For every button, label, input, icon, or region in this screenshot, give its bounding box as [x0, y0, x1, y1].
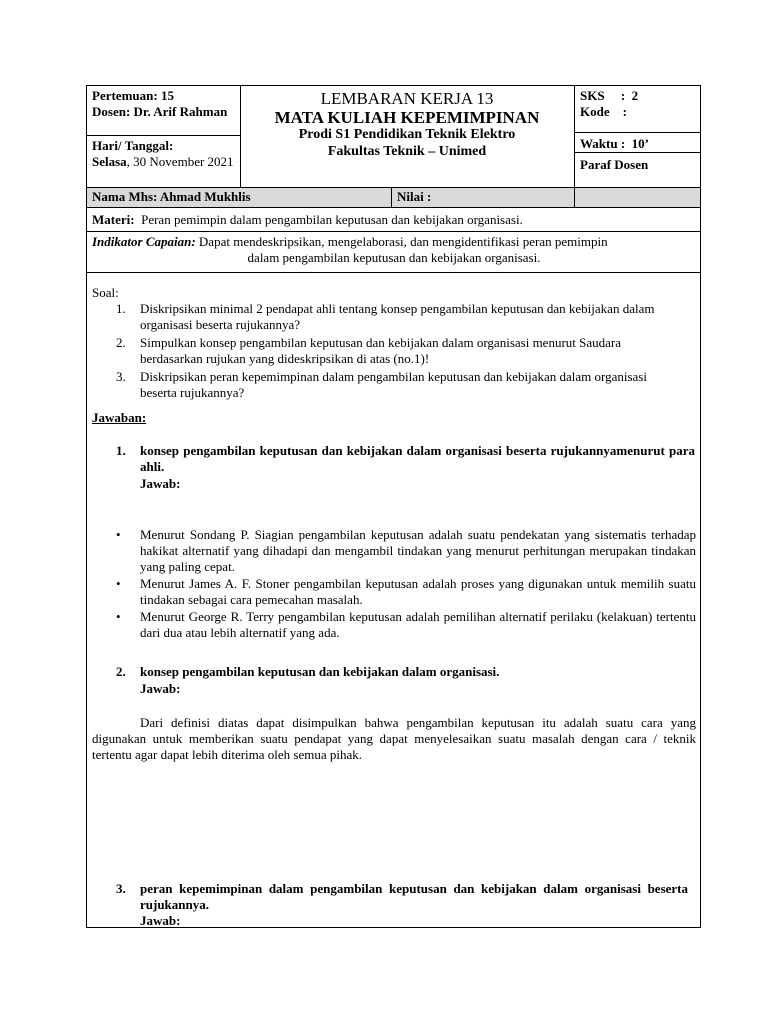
divider	[86, 207, 701, 208]
bullet-text: Menurut James A. F. Stoner pengambilan keputusan adalah proses yang digunakan untuk memilih suatu tindakan sebagai cara pemecahan masalah.	[140, 576, 696, 607]
answer-3-title: peran kepemimpinan dalam pengambilan keputusan dan kebijakan dalam organisasi beserta rujukannya.	[140, 881, 688, 912]
jawaban-label: Jawaban:	[92, 410, 147, 425]
student-name: Nama Mhs: Ahmad Mukhlis	[92, 189, 251, 204]
answer-1-bullets	[116, 527, 696, 641]
answer-1-title: konsep pengambilan keputusan dan kebijakan dalam organisasi beserta rujukannyamenurut para ahli.	[140, 443, 695, 474]
bullet-icon: •	[116, 527, 121, 542]
indikator-label: Indikator Capaian:	[92, 234, 196, 249]
divider	[574, 132, 701, 133]
bullet-text: Menurut Sondang P. Siagian pengambilan keputusan adalah suatu pendekatan yang sistematis terhadap hakikat alternatif yang dihadapi dan mengambil tindakan yang menurut perhitungan merupakan tindakan yang paling cepat.	[140, 527, 696, 574]
divider	[574, 152, 701, 153]
answer-3-jawab: Jawab:	[140, 913, 181, 928]
soal-item	[116, 369, 686, 401]
kode-label: Kode :	[580, 104, 627, 119]
bullet-item	[116, 609, 696, 641]
divider	[86, 187, 701, 188]
soal-item	[116, 335, 686, 367]
answer-2-title: konsep pengambilan keputusan dan kebijakan dalam organisasi.	[140, 664, 500, 679]
dosen-label: Dosen: Dr. Arif Rahman	[92, 104, 228, 119]
worksheet-title: LEMBARAN KERJA 13	[320, 89, 494, 108]
soal-label: Soal:	[92, 285, 119, 300]
soal-item-text: Diskripsikan peran kepemimpinan dalam pengambilan keputusan dan kebijakan dalam organisasi beserta rujukannya?	[140, 369, 647, 400]
indikator-row	[92, 234, 696, 250]
divider	[86, 231, 701, 232]
answer-1-number: 1.	[116, 443, 126, 458]
answer-2-number: 2.	[116, 664, 126, 679]
soal-item-text: Simpulkan konsep pengambilan keputusan dan kebijakan dalam organisasi menurut Saudara berdasarkan rujukan yang dideskripsikan di atas (no.1)!	[140, 335, 622, 366]
materi-row	[92, 212, 696, 228]
bullet-item	[116, 527, 696, 575]
pertemuan-label: Pertemuan: 15	[92, 88, 174, 103]
indikator-line2: dalam pengambilan keputusan dan kebijakan organisasi.	[247, 250, 541, 265]
divider	[391, 187, 392, 207]
answer-2-jawab: Jawab:	[140, 681, 181, 696]
bullet-icon: •	[116, 609, 121, 624]
soal-item-number: 1.	[116, 301, 126, 316]
answer-1-jawab: Jawab:	[140, 476, 181, 491]
divider	[86, 272, 701, 273]
bullet-item	[116, 576, 696, 608]
sks-label: SKS : 2	[580, 88, 639, 103]
indikator-line1: Dapat mendeskripsikan, mengelaborasi, dan mengidentifikasi peran pemimpin	[198, 234, 608, 249]
soal-item	[116, 301, 686, 333]
divider	[86, 135, 240, 136]
bullet-icon: •	[116, 576, 121, 591]
course-title: MATA KULIAH KEPEMIMPINAN	[274, 108, 540, 127]
answer-3-number: 3.	[116, 881, 126, 896]
nilai-label: Nilai :	[397, 189, 432, 204]
hari-label: Hari/ Tanggal:	[92, 138, 174, 153]
soal-item-number: 2.	[116, 335, 126, 350]
divider	[574, 187, 575, 207]
waktu-label: Waktu : 10’	[580, 136, 649, 151]
fakultas-label: Fakultas Teknik – Unimed	[327, 144, 487, 159]
paraf-dosen-label: Paraf Dosen	[580, 157, 649, 172]
divider	[574, 85, 575, 187]
materi-text: Peran pemimpin dalam pengambilan keputusan dan kebijakan organisasi.	[141, 212, 523, 227]
soal-item-number: 3.	[116, 369, 126, 384]
hari-tanggal	[92, 138, 238, 170]
bullet-text: Menurut George R. Terry pengambilan keputusan adalah pemilihan alternatif perilaku (kelakuan) tertentu dari dua atau lebih alternatif yang ada.	[140, 609, 696, 640]
hari-date: , 30 November 2021	[126, 154, 234, 169]
soal-item-text: Diskripsikan minimal 2 pendapat ahli tentang konsep pengambilan keputusan dan kebijakan dalam organisasi beserta rujukannya?	[140, 301, 655, 332]
answer-2-paragraph: Dari definisi diatas dapat disimpulkan bahwa pengambilan keputusan itu adalah suatu cara yang digunakan untuk memberikan suatu pendapat yang dapat menyelesaikan suatu masalah dengan cara / teknik tertentu agar dapat lebih diterima oleh semua pihak.	[92, 715, 696, 762]
prodi-label: Prodi S1 Pendidikan Teknik Elektro	[298, 127, 516, 142]
materi-label: Materi:	[92, 212, 135, 227]
hari-day: Selasa	[92, 154, 127, 169]
soal-list	[116, 301, 686, 401]
